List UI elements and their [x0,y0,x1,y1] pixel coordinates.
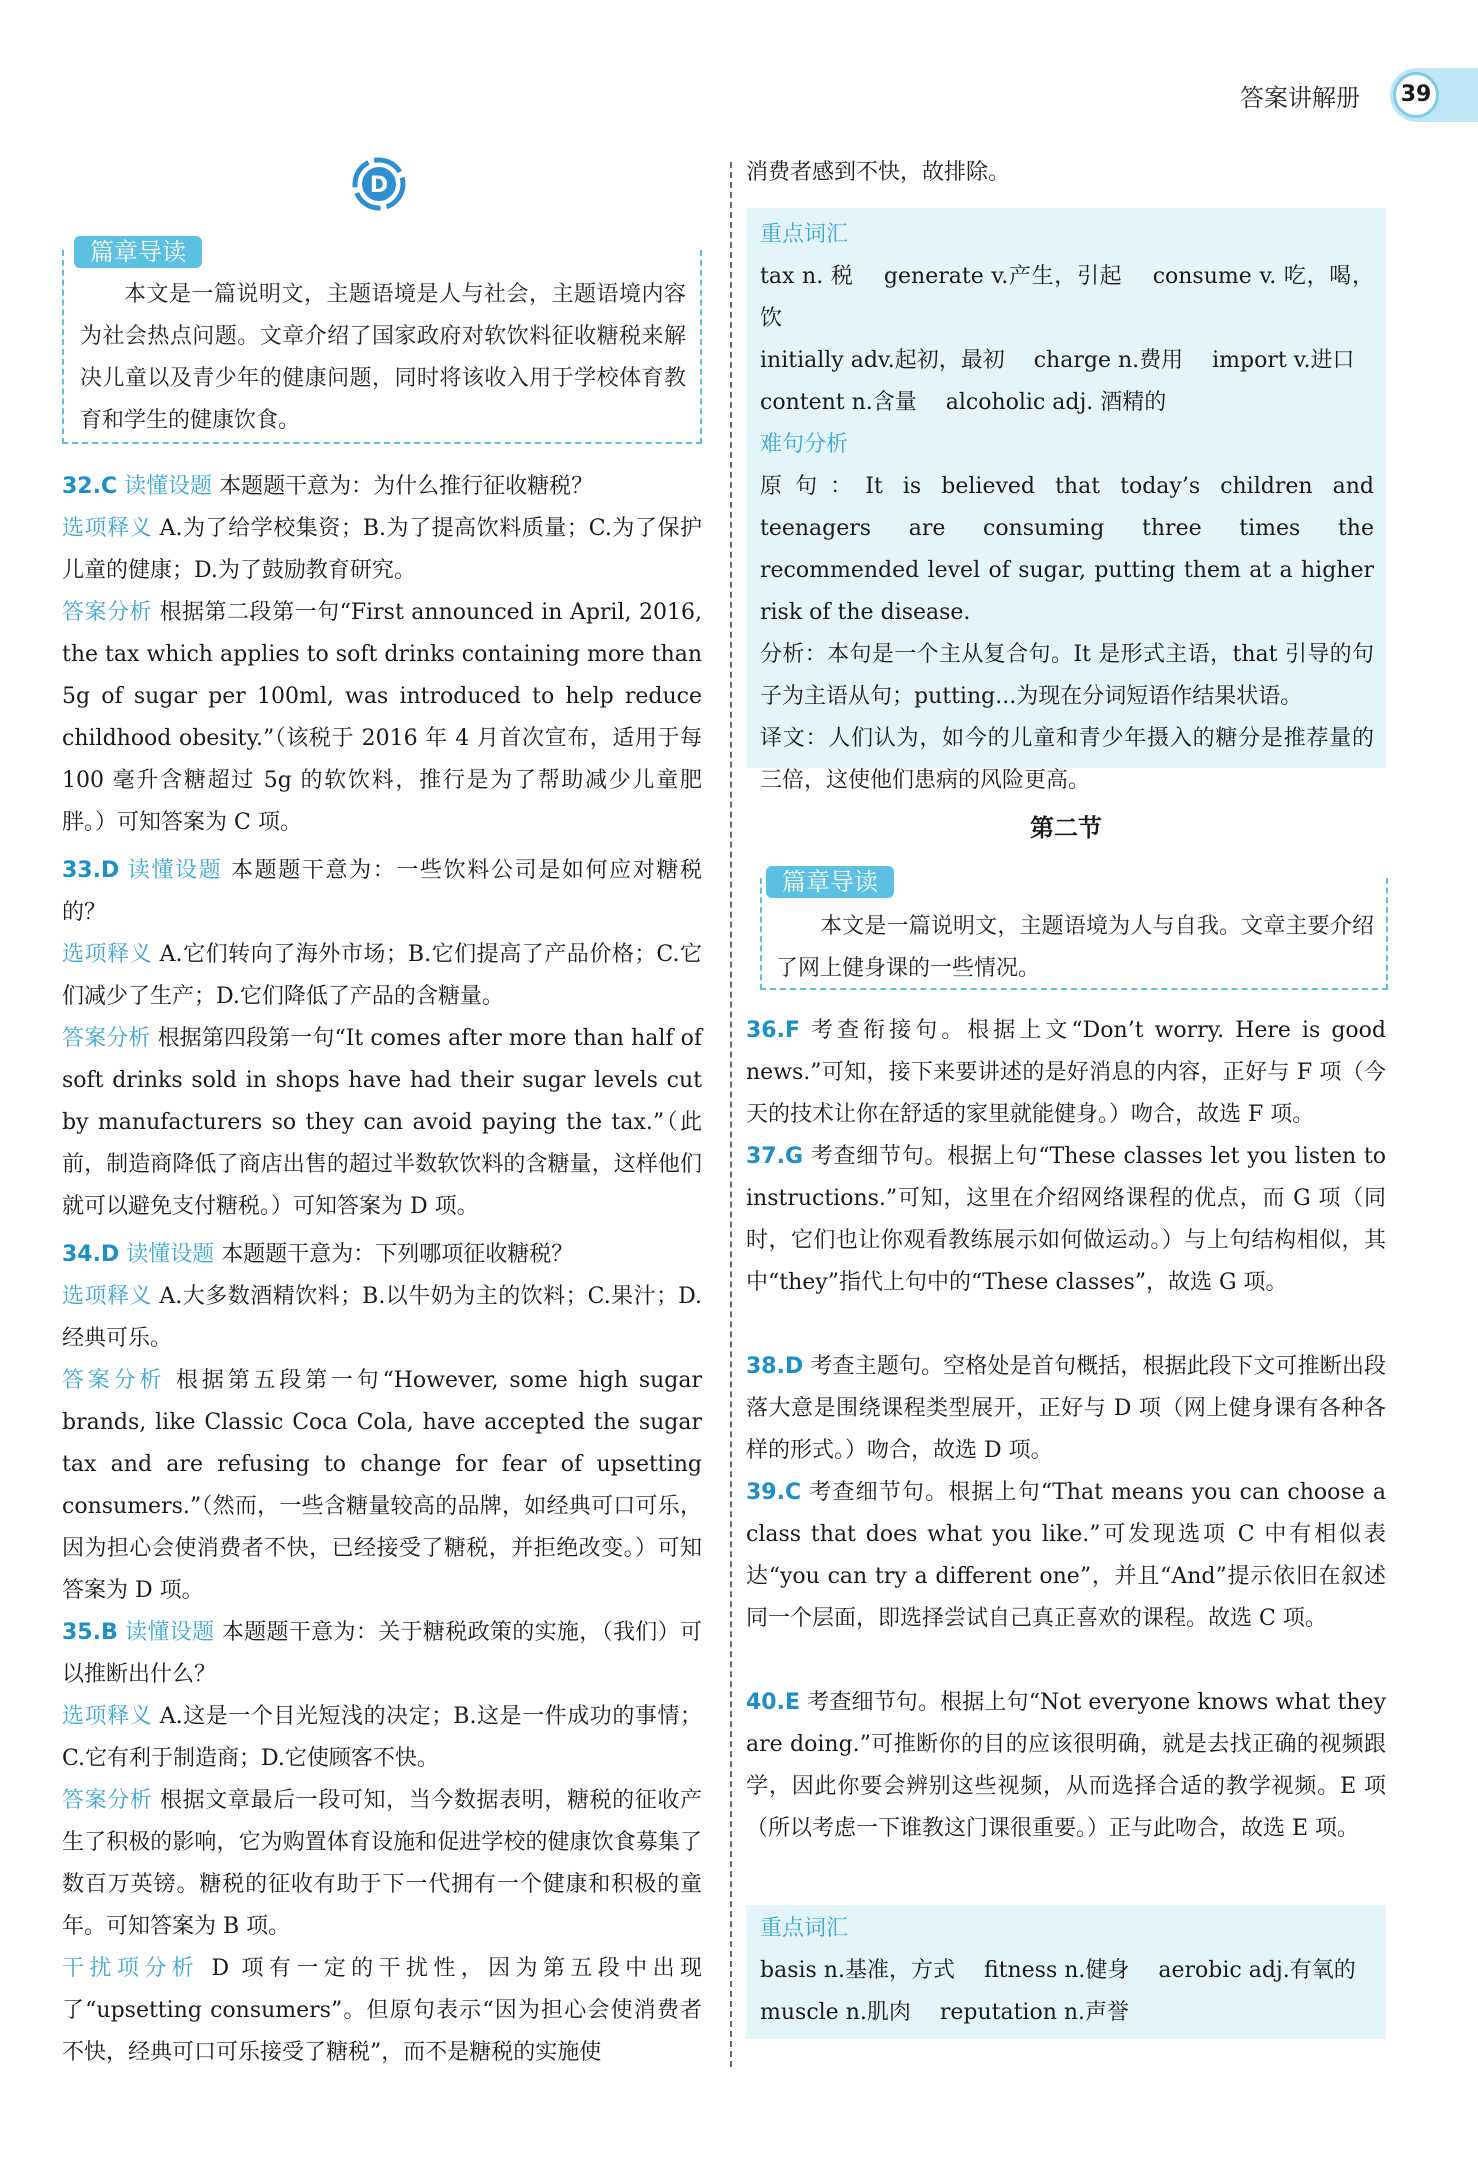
hard-sentence-analysis: 分析：本句是一个主从复合句。It 是形式主语，that 引导的句子为主语从句；putting...为现在分词短语作结果状语。 [760,642,1374,709]
q34-options: A.大多数酒精饮料；B.以牛奶为主的饮料；C.果汁；D.经典可乐。 [62,1284,702,1351]
q33-block [62,850,702,1228]
q40-number: 40.E [746,1690,801,1715]
q35-label-distractor: 干扰项分析 [62,1956,200,1981]
hard-sentence-translation: 译文：人们认为，如今的儿童和青少年摄入的糖分是推荐量的三倍，这使他们患病的风险更高。 [760,726,1374,793]
q32-label-stem: 读懂设题 [124,474,213,499]
logo-letter: D [369,173,389,198]
q32-number: 32.C [62,474,118,499]
column-divider [730,162,732,2067]
vocab-1-line-3: content n.含量 alcoholic adj. 酒精的 [760,390,1167,415]
q33-number: 33.D [62,858,120,883]
q34-stem: 本题题干意为：下列哪项征收糖税？ [221,1242,574,1267]
q35-distractor: D 项有一定的干扰性，因为第五段中出现了“upsetting consumers”。但原句表示“因为担心会使消费者不快，经典可口可乐接受了糖税”，而不是糖税的实施使 [62,1956,702,2065]
page-number: 39 [1393,72,1439,118]
q35-label-stem: 读懂设题 [125,1620,215,1645]
q38-number: 38.D [746,1354,804,1379]
vocab-2 [760,1908,1374,2034]
q36-number: 36.F [746,1018,801,1043]
section-logo-icon [352,157,406,211]
q39-block [746,1472,1386,1640]
q34-label-options: 选项释义 [62,1284,152,1309]
q37-number: 37.G [746,1144,804,1169]
q35-label-analysis: 答案分析 [62,1788,153,1813]
left-guide-text: 本文是一篇说明文，主题语境是人与社会，主题语境内容为社会热点问题。文章介绍了国家政府对软饮料征收糖税来解决儿童以及青少年的健康问题，同时将该收入用于学校体育教育和学生的健康饮食。 [80,282,686,433]
vocab-2-line-2: muscle n.肌肉 reputation n.声誉 [760,2000,1130,2025]
q38-text: 考查主题句。空格处是首句概括，根据此段下文可推断出段落大意是围绕课程类型展开，正好与 D 项（网上健身课有各种各样的形式。）吻合，故选 D 项。 [746,1354,1386,1463]
q32-label-analysis: 答案分析 [62,600,153,625]
q32-block [62,466,702,844]
q39-text: 考查细节句。根据上句“That means you can choose a class that does what you like.”可发现选项 C 中有相似表达“you can try a different one”，并且“And”提示依旧在叙述同一个层面，即选择尝试自己真正喜欢的课程。故选 C 项。 [746,1480,1386,1631]
q35-stem: 本题题干意为：关于糖税政策的实施，（我们）可以推断出什么？ [62,1620,702,1687]
hard-sentence-title: 难句分析 [760,432,849,457]
q35-options: A.这是一个目光短浅的决定；B.这是一件成功的事情；C.它有利于制造商；D.它使顾客不快。 [62,1704,702,1771]
q37-text: 考查细节句。根据上句“These classes let you listen to instructions.”可知，这里在介绍网络课程的优点，而 G 项（同时，它们也让你观看教练展示如何做运动。）与上句结构相似，其中“they”指代上句中的“These classes”，故选 G 项。 [746,1144,1386,1295]
q34-label-stem: 读懂设题 [126,1242,215,1267]
q33-label-options: 选项释义 [62,942,153,967]
right-continuation: 消费者感到不快，故排除。 [746,160,1011,185]
section-heading: 第二节 [1030,814,1102,842]
q36-block [746,1010,1386,1136]
q34-analysis: 根据第五段第一句“However, some high sugar brands, like Classic Coca Cola, have accepted the sugar tax and are refusing to change for fear of upsetting consumers.”（然而，一些含糖量较高的品牌，如经典可口可乐，因为担心会使消费者不快，已经接受了糖税，并拒绝改变。）可知答案为 D 项。 [62,1368,702,1603]
q33-analysis: 根据第四段第一句“It comes after more than half of soft drinks sold in shops have had their sugar levels cut by manufacturers so they can avoid paying the tax.”（此前，制造商降低了商店出售的超过半数软饮料的含糖量，这样他们就可以避免支付糖税。）可知答案为 D 项。 [62,1026,702,1219]
q32-analysis: 根据第二段第一句“First announced in April, 2016, the tax which applies to soft drinks containing more than 5g of sugar per 100ml, was introduced to help reduce childhood obesity.”（该税于 2016 年 4 月首次宣布，适用于每 100 毫升含糖超过 5g 的软饮料，推行是为了帮助减少儿童肥胖。）可知答案为 C 项。 [62,600,702,835]
right-guide-text: 本文是一篇说明文，主题语境为人与自我。文章主要介绍了网上健身课的一些情况。 [776,914,1374,981]
q35-label-options: 选项释义 [62,1704,153,1729]
q33-label-analysis: 答案分析 [62,1026,151,1051]
q32-label-options: 选项释义 [62,516,153,541]
vocab-1-title: 重点词汇 [760,222,849,247]
q32-options: A.为了给学校集资；B.为了提高饮料质量；C.为了保护儿童的健康；D.为了鼓励教育研究。 [62,516,702,583]
vocab-1 [760,214,1374,802]
vocab-1-line-2: initially adv.起初，最初 charge n.费用 import v.进口 [760,348,1355,373]
q35-block [62,1612,702,2074]
q33-options: A.它们转向了海外市场；B.它们提高了产品价格；C.它们减少了生产；D.它们降低了产品的含糖量。 [62,942,702,1009]
q40-block [746,1682,1386,1850]
q34-block [62,1234,702,1612]
q35-number: 35.B [62,1620,118,1645]
q40-text: 考查细节句。根据上句“Not everyone knows what they are doing.”可推断你的目的应该很明确，就是去找正确的视频跟学，因此你要会辨别这些视频，从而选择合适的教学视频。E 项（所以考虑一下谁教这门课很重要。）正与此吻合，故选 E 项。 [746,1690,1386,1841]
header-title: 答案讲解册 [1240,84,1360,112]
q33-stem: 本题题干意为：一些饮料公司是如何应对糖税的？ [62,858,702,925]
q37-block [746,1136,1386,1304]
vocab-2-title: 重点词汇 [760,1916,849,1941]
vocab-2-line-1: basis n.基准，方式 fitness n.健身 aerobic adj.有氧的 [760,1958,1356,1983]
q39-number: 39.C [746,1480,802,1505]
right-guide-title: 篇章导读 [766,866,894,898]
hard-sentence-original: 原句：It is believed that today’s children and teenagers are consuming three times the recommended level of sugar, putting them at a higher risk of the disease. [760,474,1374,625]
q35-analysis: 根据文章最后一段可知，当今数据表明，糖税的征收产生了积极的影响，它为购置体育设施和促进学校的健康饮食募集了数百万英镑。糖税的征收有助于下一代拥有一个健康和积极的童年。可知答案为 B 项。 [62,1788,702,1939]
q33-label-stem: 读懂设题 [127,858,223,883]
q38-block [746,1346,1386,1472]
q34-number: 34.D [62,1242,120,1267]
vocab-1-line-1: tax n. 税 generate v.产生，引起 consume v. 吃，喝，饮 [760,264,1374,331]
q32-stem: 本题题干意为：为什么推行征收糖税？ [219,474,594,499]
q34-label-analysis: 答案分析 [62,1368,166,1393]
q36-text: 考查衔接句。根据上文“Don’t worry. Here is good news.”可知，接下来要讲述的是好消息的内容，正好与 F 项（今天的技术让你在舒适的家里就能健身。）吻合，故选 F 项。 [746,1018,1386,1127]
left-guide-title: 篇章导读 [74,236,202,268]
